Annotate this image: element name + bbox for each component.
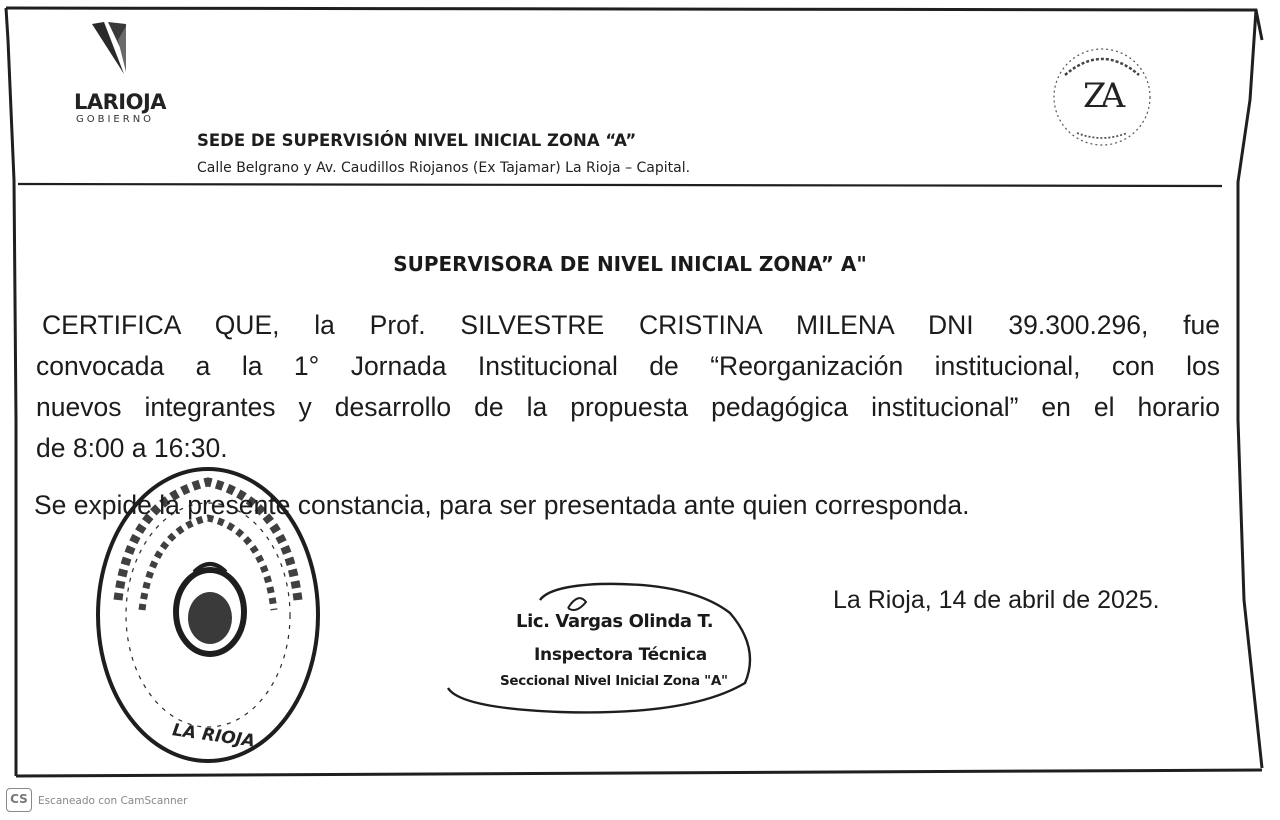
certificate-body	[36, 305, 1220, 469]
la-rioja-logo-icon	[88, 20, 132, 80]
document-date: La Rioja, 14 de abril de 2025.	[833, 586, 1160, 614]
body-line: nuevos integrantes y desarrollo de la propuesta pedagógica institucional” en el horario	[36, 392, 1220, 422]
scanner-footer	[0, 782, 1280, 820]
logo-subtitle: GOBIERNO	[76, 114, 155, 125]
signatory-office: Seccional Nivel Inicial Zona "A"	[500, 673, 728, 689]
body-line: de 8:00 a 16:30.	[36, 433, 228, 463]
za-seal-text: ZA	[1083, 76, 1120, 116]
closing-text: Se expide la presente constancia, para ser presentada ante quien corresponda.	[34, 490, 970, 520]
signatory-name: Lic. Vargas Olinda T.	[516, 611, 714, 632]
office-title: SEDE DE SUPERVISIÓN NIVEL INICIAL ZONA “A”	[197, 131, 637, 150]
body-line: CERTIFICA QUE, la Prof. SILVESTRE CRISTINA MILENA DNI 39.300.296, fue	[42, 310, 1220, 340]
logo-title: LARIOJA	[74, 90, 167, 114]
document-title: SUPERVISORA DE NIVEL INICIAL ZONA” A"	[393, 252, 867, 276]
office-address: Calle Belgrano y Av. Caudillos Riojanos (Ex Tajamar) La Rioja – Capital.	[197, 160, 691, 176]
camscanner-icon: CS	[6, 788, 32, 812]
signatory-role: Inspectora Técnica	[534, 645, 707, 665]
stamp-bottom-text: LA RIOJA	[171, 720, 257, 752]
scanner-watermark: Escaneado con CamScanner	[38, 795, 188, 807]
body-line: convocada a la 1° Jornada Institucional de “Reorganización institucional, con los	[36, 351, 1220, 381]
